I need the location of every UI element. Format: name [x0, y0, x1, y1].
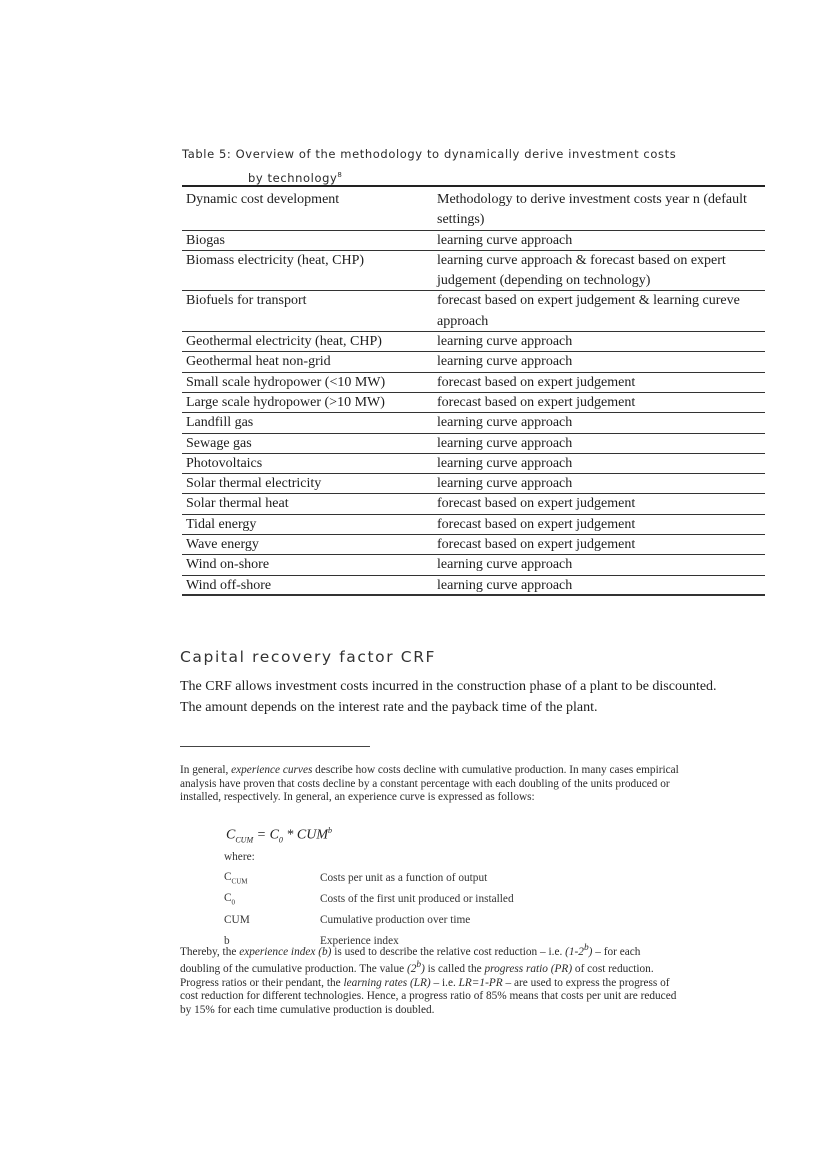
- formula-rhs-a: = C: [253, 827, 279, 843]
- methodology-cell: learning curve approach: [437, 476, 573, 492]
- fn2-progress-ratio: progress ratio (PR): [484, 963, 573, 976]
- sym-0: C: [224, 871, 232, 884]
- methodology-cell: forecast based on expert judgement: [437, 496, 636, 512]
- fn2-g: – are used to express the progress of cost reduction for different technologies. Hence, a progress ratio of 85% means that costs per unit are reduced by 15% for each time cumulative production is doubled.: [180, 976, 677, 1016]
- methodology-cell: learning curve approach: [437, 557, 573, 573]
- table-row: [182, 494, 765, 514]
- definition-symbol: CUM: [224, 913, 250, 926]
- definition-text: Cumulative production over time: [320, 913, 471, 926]
- definitions-list: [224, 868, 514, 951]
- table-header-row: [182, 185, 765, 231]
- methodology-cell: learning curve approach & forecast based on expert judgement (depending on technology): [437, 252, 726, 289]
- fn2-a: Thereby, the: [180, 945, 240, 958]
- fn2-d: is called the: [424, 963, 485, 976]
- methodology-cell: learning curve approach: [437, 435, 573, 451]
- definition-row: [224, 868, 514, 889]
- formula-rhs-sup: b: [328, 826, 333, 835]
- methodology-cell: learning curve approach: [437, 334, 573, 350]
- technology-cell: Photovoltaics: [186, 455, 263, 471]
- table-row: [182, 535, 765, 555]
- sym-1: C: [224, 892, 232, 905]
- methodology-cell: forecast based on expert judgement: [437, 394, 636, 410]
- footnote-ref: 8: [337, 171, 343, 179]
- footnote-paragraph-1: [180, 764, 680, 805]
- sym-0-sub: CUM: [231, 877, 248, 886]
- methodology-cell: learning curve approach: [437, 455, 573, 471]
- table-row: [182, 373, 765, 393]
- footnote-separator: [180, 746, 370, 747]
- fn2-t3-sup: b: [416, 960, 422, 971]
- technology-cell: Landfill gas: [186, 415, 254, 431]
- technology-cell: Wind off-shore: [186, 577, 272, 593]
- fn2-t3-end: ): [421, 963, 425, 976]
- definition-symbol: b: [224, 934, 230, 947]
- technology-cell: Solar thermal electricity: [186, 476, 322, 492]
- definition-text: Costs of the first unit produced or installed: [320, 893, 514, 906]
- fn2-lr-formula: LR=1-PR: [458, 976, 503, 989]
- formula-lhs: C: [226, 827, 236, 843]
- table-row: [182, 332, 765, 352]
- methodology-cell: forecast based on expert judgement: [437, 537, 636, 553]
- table-caption: [182, 144, 742, 189]
- technology-cell: Wind on-shore: [186, 557, 270, 573]
- section-heading: Capital recovery factor CRF: [180, 648, 437, 666]
- table-row: [182, 474, 765, 494]
- technology-cell: Geothermal heat non-grid: [186, 354, 331, 370]
- technology-cell: Large scale hydropower (>10 MW): [186, 394, 385, 410]
- definition-text: Costs per unit as a function of output: [320, 872, 488, 885]
- definition-symbol: [224, 892, 320, 906]
- table-row: [182, 231, 765, 251]
- footnote-paragraph-2: [180, 942, 680, 1018]
- fn2-learning-rates: learning rates (LR): [343, 976, 431, 989]
- technology-cell: Biogas: [186, 232, 225, 248]
- technology-cell: Biofuels for transport: [186, 293, 307, 309]
- fn2-cost-reduction-expr: [565, 943, 593, 958]
- fn2-f: – i.e.: [430, 976, 459, 989]
- caption-line-2-text: by technology: [248, 170, 338, 185]
- methodology-cell: learning curve approach: [437, 232, 573, 248]
- table-row: [182, 413, 765, 433]
- table-row: [182, 576, 765, 596]
- technology-cell: Solar thermal heat: [186, 496, 289, 512]
- methodology-cell: forecast based on expert judgement & learning cureve approach: [437, 293, 740, 329]
- where-label: where:: [224, 851, 255, 863]
- definition-text: Experience index: [320, 934, 399, 947]
- methodology-cell: learning curve approach: [437, 415, 573, 431]
- fn2-experience-index: experience index (b): [239, 945, 332, 958]
- header-cost-development: Dynamic cost development: [186, 192, 340, 207]
- fn1-term: experience curves: [231, 764, 313, 776]
- caption-line-1: Table 5: Overview of the methodology to dynamically derive investment costs: [182, 147, 677, 161]
- technology-cell: Sewage gas: [186, 435, 252, 451]
- technology-cell: Tidal energy: [186, 516, 257, 532]
- fn2-t2: (1-2: [565, 945, 584, 958]
- table-row: [182, 515, 765, 535]
- technology-cell: Small scale hydropower (<10 MW): [186, 374, 386, 390]
- methodology-cell: learning curve approach: [437, 354, 573, 370]
- definition-row: [224, 889, 514, 910]
- fn1-text-a: In general,: [180, 764, 232, 776]
- sym-1-sub: 0: [231, 898, 236, 907]
- definition-symbol: [224, 871, 320, 885]
- table-row: [182, 251, 765, 292]
- header-methodology: Methodology to derive investment costs year n (default settings): [437, 192, 747, 228]
- fn2-value-expr: [406, 960, 425, 976]
- fn2-t3: (2: [406, 963, 417, 976]
- fn2-b: is used to describe the relative cost reduction – i.e.: [331, 945, 566, 958]
- methodology-cell: learning curve approach: [437, 577, 573, 593]
- technology-cell: Biomass electricity (heat, CHP): [186, 252, 365, 268]
- technology-cell: Wave energy: [186, 537, 259, 553]
- fn2-t2-sup: b: [583, 943, 589, 953]
- fn1-text-b: describe how costs decline with cumulative production. In many cases empirical analysis have proven that costs decline by a constant percentage with each doubling of the units produced or installed, respectively. In general, an experience curve is expressed as follows:: [180, 764, 679, 804]
- table-row: [182, 393, 765, 413]
- formula-lhs-sub: CUM: [235, 835, 254, 845]
- fn2-c: – for each doubling of the cumulative production. The value: [180, 945, 641, 976]
- section-paragraph: The CRF allows investment costs incurred in the construction phase of a plant to be discounted. The amount depends on the interest rate and the payback time of the plant.: [180, 679, 717, 715]
- definition-row: [224, 910, 514, 931]
- table-row: [182, 555, 765, 575]
- methodology-cell: forecast based on expert judgement: [437, 374, 636, 390]
- technology-cell: Geothermal electricity (heat, CHP): [186, 334, 382, 350]
- table-row: [182, 454, 765, 474]
- experience-curve-formula: [226, 826, 332, 844]
- fn2-t2-end: ): [588, 945, 593, 958]
- table-row: [182, 352, 765, 372]
- formula-rhs-b: * CUM: [282, 827, 329, 843]
- methodology-table: [182, 185, 765, 596]
- table-row: [182, 434, 765, 454]
- fn2-e: of cost reduction. Progress ratios or their pendant, the: [180, 963, 654, 989]
- formula-rhs-sub: 0: [278, 835, 283, 845]
- methodology-cell: forecast based on expert judgement: [437, 516, 636, 532]
- table-row: [182, 291, 765, 332]
